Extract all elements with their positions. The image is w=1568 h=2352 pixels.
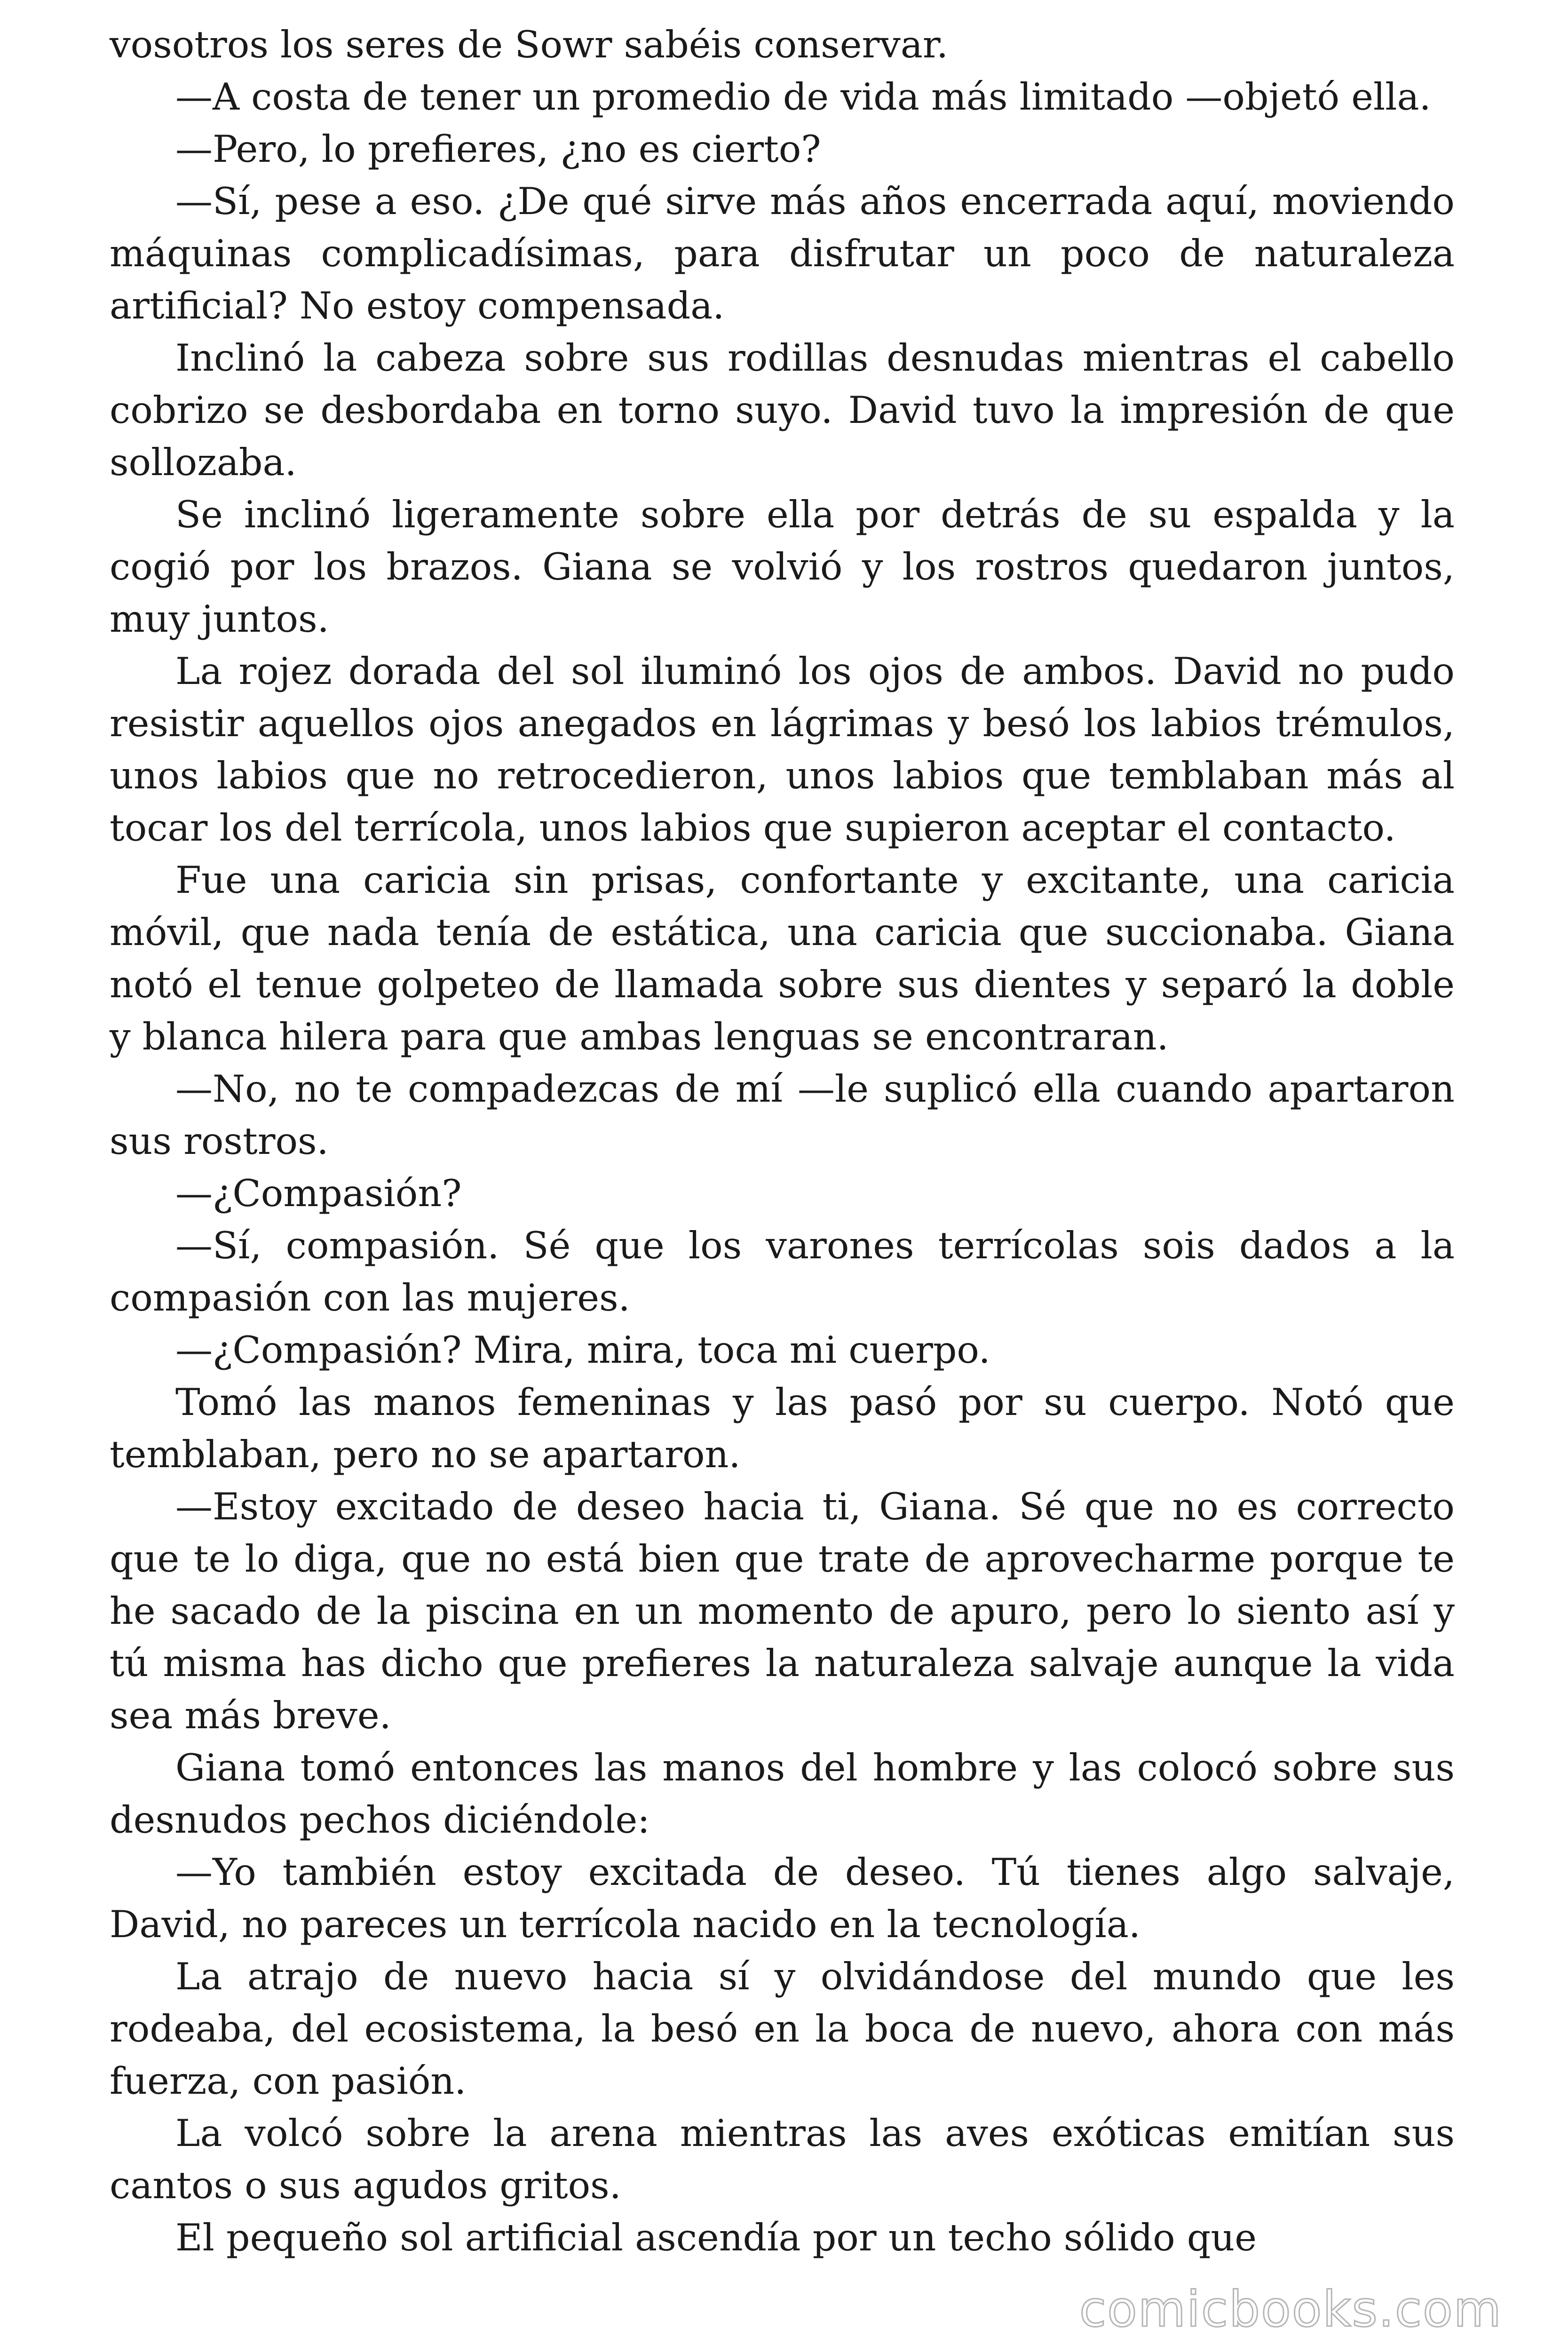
paragraph-9: —No, no te compadezcas de mí —le suplicó ella cuando apartaron sus rostros. <box>110 1067 1455 1163</box>
page-text <box>110 19 1455 2264</box>
paragraph-12: —¿Compasión? Mira, mira, toca mi cuerpo. <box>175 1328 990 1372</box>
paragraph-1: vosotros los seres de Sowr sabéis conservar. <box>110 23 949 66</box>
paragraph-18: La volcó sobre la arena mientras las aves exóticas emitían sus cantos o sus agudos gritos. <box>110 2112 1455 2207</box>
paragraph-8: Fue una caricia sin prisas, confortante y excitante, una caricia móvil, que nada tenía de estática, una caricia que succionaba. Giana notó el tenue golpeteo de llamada sobre sus dientes y separó la doble y blanca hilera para que ambas lenguas se encontraran. <box>110 858 1455 1058</box>
paragraph-6: Se inclinó ligeramente sobre ella por detrás de su espalda y la cogió por los brazos. Giana se volvió y los rostros quedaron juntos, muy juntos. <box>110 493 1455 641</box>
paragraph-15: Giana tomó entonces las manos del hombre y las colocó sobre sus desnudos pechos diciéndole: <box>110 1746 1455 1842</box>
paragraph-19: El pequeño sol artificial ascendía por un techo sólido que <box>175 2216 1257 2259</box>
paragraph-17: La atrajo de nuevo hacia sí y olvidándose del mundo que les rodeaba, del ecosistema, la besó en la boca de nuevo, ahora con más fuerza, con pasión. <box>110 1955 1455 2103</box>
paragraph-3: —Pero, lo prefieres, ¿no es cierto? <box>175 127 821 171</box>
paragraph-2: —A costa de tener un promedio de vida más limitado —objetó ella. <box>175 75 1431 119</box>
paragraph-16: —Yo también estoy excitada de deseo. Tú tienes algo salvaje, David, no pareces un terrícola nacido en la tecnología. <box>110 1851 1455 1946</box>
paragraph-10: —¿Compasión? <box>175 1172 462 1215</box>
paragraph-11: —Sí, compasión. Sé que los varones terrícolas sois dados a la compasión con las mujeres. <box>110 1224 1455 1319</box>
paragraph-13: Tomó las manos femeninas y las pasó por su cuerpo. Notó que temblaban, pero no se apartaron. <box>110 1381 1455 1476</box>
watermark-text: comicbooks.com <box>1079 2280 1502 2338</box>
paragraph-14: —Estoy excitado de deseo hacia ti, Giana. Sé que no es correcto que te lo diga, que no está bien que trate de aprovecharme porque te he sacado de la piscina en un momento de apuro, pero lo siento así y tú misma has dicho que prefieres la naturaleza salvaje aunque la vida sea más breve. <box>110 1485 1455 1737</box>
paragraph-4: —Sí, pese a eso. ¿De qué sirve más años encerrada aquí, moviendo máquinas complicadísimas, para disfrutar un poco de naturaleza artificial? No estoy compensada. <box>110 180 1455 327</box>
paragraph-7: La rojez dorada del sol iluminó los ojos de ambos. David no pudo resistir aquellos ojos anegados en lágrimas y besó los labios trémulos, unos labios que no retrocedieron, unos labios que temblaban más al tocar los del terrícola, unos labios que supieron aceptar el contacto. <box>110 650 1455 850</box>
paragraph-5: Inclinó la cabeza sobre sus rodillas desnudas mientras el cabello cobrizo se desbordaba en torno suyo. David tuvo la impresión de que sollozaba. <box>110 336 1455 484</box>
